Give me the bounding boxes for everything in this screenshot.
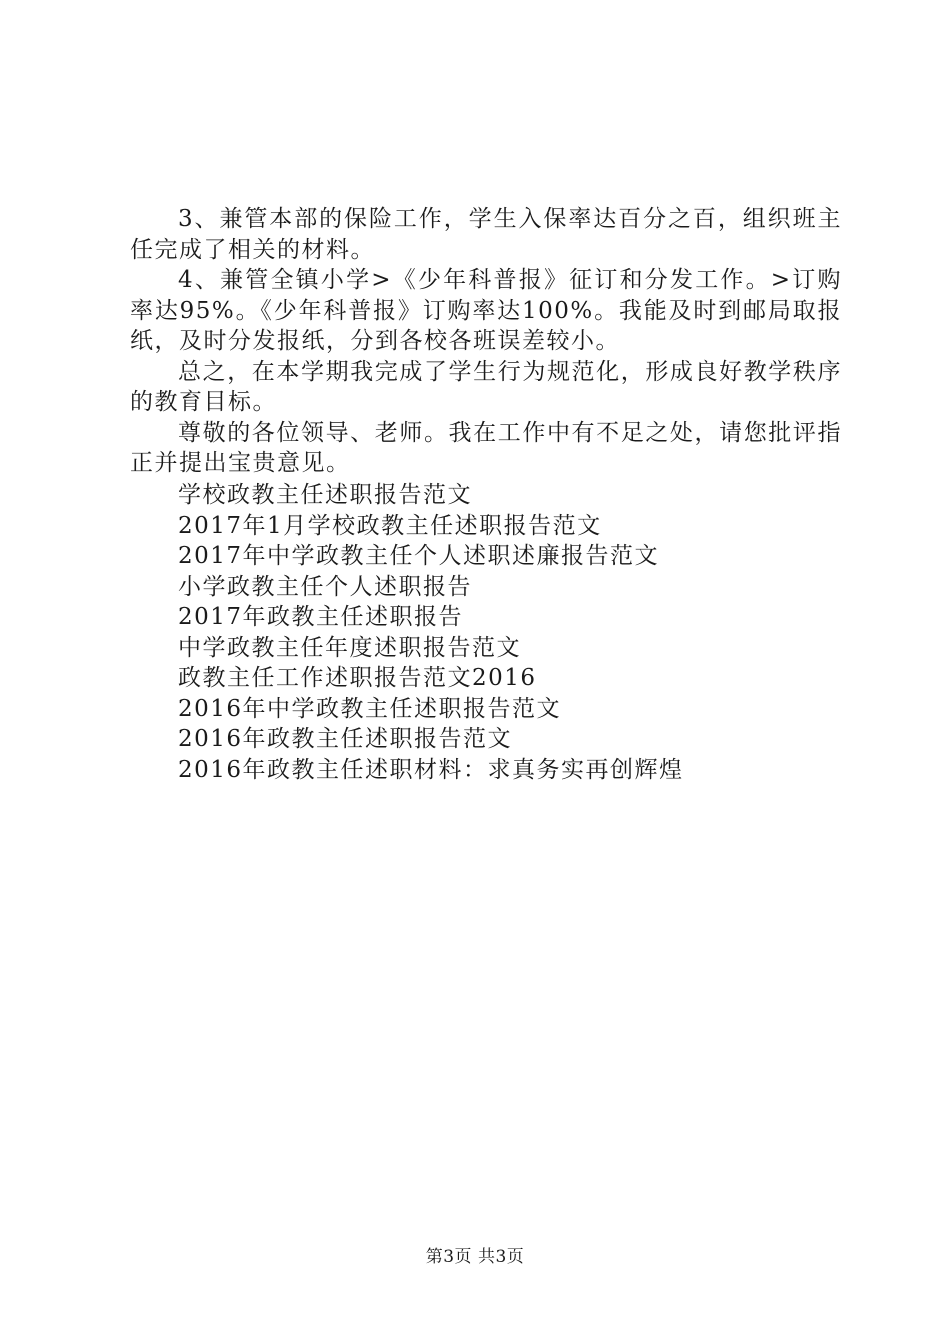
related-title-item: 中学政教主任年度述职报告范文 [178, 634, 521, 661]
related-title-item: 2016年中学政教主任述职报告范文 [178, 695, 562, 722]
related-title-item: 学校政教主任述职报告范文 [178, 482, 472, 508]
document-body [130, 204, 842, 479]
related-title-item: 政教主任工作述职报告范文2016 [178, 665, 537, 691]
related-title-item: 小学政教主任个人述职报告 [178, 573, 472, 600]
paragraph-newspaper: 4、兼管全镇小学>《少年科普报》征订和分发工作。>订购率达95%。《少年科普报》订购率达100%。我能及时到邮局取报纸，及时分发报纸，分到各校各班误差较小。 [130, 267, 842, 354]
paragraph-closing: 尊敬的各位领导、老师。我在工作中有不足之处，请您批评指正并提出宝贵意见。 [130, 419, 842, 476]
related-title-item: 2017年1月学校政教主任述职报告范文 [178, 512, 602, 539]
related-title-item: 2016年政教主任述职材料：求真务实再创辉煌 [178, 756, 684, 783]
paragraph-insurance: 3、兼管本部的保险工作，学生入保率达百分之百，组织班主任完成了相关的材料。 [130, 206, 842, 263]
related-title-item: 2016年政教主任述职报告范文 [178, 726, 513, 752]
related-title-item: 2017年中学政教主任个人述职述廉报告范文 [178, 543, 660, 569]
related-titles-list [178, 480, 838, 785]
page-number-footer: 第3页 共3页 [425, 1247, 525, 1267]
related-title-item: 2017年政教主任述职报告 [178, 604, 464, 630]
paragraph-summary: 总之，在本学期我完成了学生行为规范化，形成良好教学秩序的教育目标。 [130, 358, 842, 415]
